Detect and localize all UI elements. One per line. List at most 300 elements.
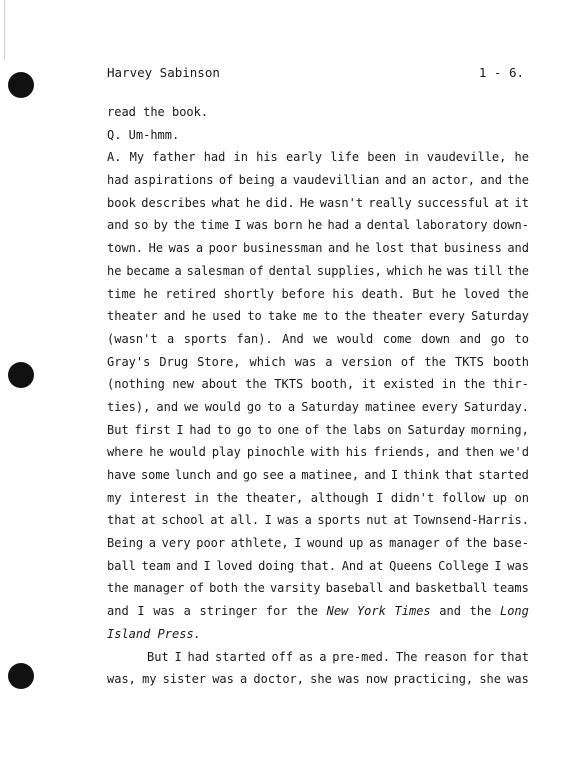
transcript-word: base- — [492, 536, 529, 551]
transcript-word: basketball — [415, 581, 488, 596]
transcript-word: But — [412, 286, 435, 301]
transcript-word: business — [444, 241, 502, 256]
transcript-word: matinee — [365, 399, 416, 414]
transcript-word: the — [507, 286, 529, 301]
transcript-word: was — [447, 263, 469, 278]
transcript-line — [107, 351, 529, 374]
transcript-word: sports — [183, 331, 228, 346]
interviewee-name: Harvey Sabinson — [107, 65, 220, 80]
transcript-word: had — [187, 649, 210, 664]
transcript-word: Townsend-Harris. — [413, 513, 529, 528]
transcript-line — [107, 192, 529, 215]
transcript-word: theater — [372, 309, 423, 324]
transcript-word: successful — [417, 195, 490, 210]
transcript-word: now — [365, 672, 388, 687]
transcript-word: started — [478, 468, 529, 482]
transcript-word: read — [107, 105, 136, 119]
transcript-word: in — [194, 490, 209, 505]
transcript-word: and — [327, 241, 350, 256]
transcript-word: up — [348, 536, 364, 551]
transcript-word: aspirations — [134, 173, 214, 188]
transcript-word: sister — [162, 672, 207, 687]
transcript-word: then — [465, 445, 494, 460]
transcript-word: of — [445, 536, 460, 551]
transcript-word: and — [437, 445, 459, 460]
transcript-word: for — [472, 649, 495, 664]
transcript-word: poor — [196, 536, 226, 551]
transcript-word: friends, — [373, 445, 432, 460]
transcript-word: was — [212, 672, 234, 687]
transcript-word: and — [507, 241, 529, 256]
transcript-word: his — [345, 445, 368, 460]
transcript-word: the — [325, 422, 347, 437]
transcript-word: was, — [107, 672, 136, 687]
transcript-word: loved — [463, 286, 500, 301]
transcript-word: booth — [492, 354, 529, 369]
transcript-word: up — [492, 490, 508, 505]
transcript-word: salesman — [186, 263, 245, 278]
transcript-word: vaudeville, — [426, 150, 507, 165]
transcript-word: it — [514, 195, 529, 210]
transcript-word: he — [245, 195, 261, 210]
transcript-word: morning, — [471, 422, 529, 437]
transcript-word: go — [490, 331, 506, 346]
transcript-word: every — [421, 399, 458, 414]
transcript-word: in — [404, 150, 419, 165]
transcript-word: dental — [268, 263, 312, 278]
transcript-word: town. — [107, 241, 144, 256]
transcript-word: being — [238, 173, 275, 188]
transcript-word: of — [218, 173, 234, 188]
transcript-word: very — [161, 536, 191, 551]
transcript-word: at — [494, 195, 510, 210]
transcript-word: my — [142, 672, 157, 687]
transcript-word: to — [216, 422, 232, 437]
transcript-word: think — [403, 468, 440, 482]
transcript-word: the — [296, 604, 318, 619]
transcript-word: doing — [258, 558, 295, 573]
transcript-word: manager — [389, 536, 440, 551]
transcript-word: a — [174, 263, 182, 278]
transcript-word: became — [126, 263, 170, 278]
transcript-word: he — [514, 150, 529, 165]
transcript-word: the — [245, 377, 267, 392]
transcript-word: father — [152, 150, 196, 165]
transcript-word: where — [107, 445, 144, 460]
transcript-word: at — [393, 513, 408, 528]
transcript-word: the — [424, 354, 447, 369]
transcript-word: to — [514, 331, 529, 346]
transcript-word: his — [256, 150, 278, 165]
transcript-word: stringer — [199, 604, 258, 619]
transcript-word: that — [444, 468, 474, 482]
transcript-word: was — [153, 604, 175, 619]
transcript-word: we'd — [500, 445, 529, 460]
page-edge-line — [4, 0, 5, 60]
transcript-word: used — [212, 309, 242, 324]
transcript-word: I — [174, 649, 182, 664]
transcript-word: lost — [375, 241, 405, 256]
page-header — [107, 64, 524, 82]
transcript-word: go — [237, 422, 252, 437]
transcript-word: follow — [441, 490, 486, 505]
transcript-word: a — [289, 468, 297, 482]
transcript-word: and — [480, 173, 502, 188]
transcript-word: he — [149, 445, 164, 460]
transcript-word: time — [200, 218, 230, 233]
transcript-word: at — [141, 513, 156, 528]
transcript-word: which — [249, 354, 286, 369]
transcript-word: the — [507, 263, 529, 278]
transcript-word: poor — [208, 241, 238, 256]
transcript-word: Store, — [197, 354, 241, 369]
transcript-word: in — [441, 377, 457, 392]
transcript-word: existed — [383, 377, 435, 392]
transcript-word: of — [249, 263, 264, 278]
transcript-word: of — [189, 581, 204, 596]
transcript-word: was — [507, 672, 529, 687]
transcript-line — [107, 169, 529, 192]
transcript-word: although — [310, 490, 369, 505]
transcript-word: she — [310, 672, 332, 687]
transcript-word: doctor, — [253, 672, 304, 687]
transcript-word: life — [330, 150, 360, 165]
transcript-word: the — [173, 218, 195, 233]
transcript-word: that — [409, 241, 439, 256]
transcript-word: one — [277, 422, 300, 437]
transcript-word: so — [133, 218, 149, 233]
transcript-word: early — [285, 150, 323, 165]
punch-hole-top — [8, 72, 34, 98]
transcript-word: at — [210, 513, 225, 528]
transcript-word: athlete, — [230, 536, 289, 551]
transcript-line — [107, 396, 529, 419]
transcript-word: would — [169, 445, 206, 460]
transcript-word: He — [299, 195, 315, 210]
transcript-word: I — [376, 490, 384, 505]
transcript-word: theater, — [245, 490, 304, 505]
transcript-word: he — [441, 286, 457, 301]
transcript-body — [107, 101, 529, 691]
transcript-word: death. — [361, 286, 405, 301]
transcript-word: in — [233, 150, 248, 165]
transcript-line — [107, 532, 529, 555]
transcript-word: practicing, — [393, 672, 474, 687]
transcript-word: before — [281, 286, 325, 301]
transcript-word: Drug — [159, 354, 189, 369]
transcript-line — [107, 283, 529, 306]
transcript-word: and — [107, 218, 129, 233]
transcript-word: Q. — [107, 127, 122, 142]
transcript-word: teams — [492, 581, 529, 596]
transcript-word: York — [356, 604, 386, 619]
transcript-word: loved — [216, 558, 253, 573]
transcript-word: TKTS — [274, 377, 304, 392]
transcript-word: had — [189, 422, 212, 437]
transcript-word: born — [273, 218, 303, 233]
transcript-word: was — [294, 354, 317, 369]
transcript-word: pinochle — [246, 445, 305, 460]
transcript-word: off — [271, 649, 294, 664]
transcript-word: the — [344, 309, 366, 324]
transcript-word: I — [390, 468, 399, 482]
transcript-word: as — [298, 649, 314, 664]
transcript-word: it — [361, 377, 377, 392]
transcript-word: my — [107, 490, 122, 505]
transcript-word: a — [183, 604, 191, 619]
transcript-word: what — [211, 195, 241, 210]
transcript-word: But — [147, 649, 169, 664]
transcript-word: by — [153, 218, 169, 233]
transcript-word: about — [201, 377, 238, 392]
transcript-line — [107, 668, 529, 691]
transcript-line — [107, 487, 529, 510]
transcript-word: and — [156, 399, 179, 414]
transcript-word: the — [243, 581, 265, 596]
transcript-word: (nothing — [107, 377, 165, 392]
transcript-word: me — [303, 309, 318, 324]
transcript-word: down- — [492, 218, 529, 233]
transcript-word: and — [176, 558, 198, 573]
transcript-word: had — [107, 173, 129, 188]
punch-hole-bottom — [8, 663, 34, 689]
transcript-word: the — [463, 377, 486, 392]
transcript-word: first — [134, 422, 171, 437]
transcript-word: I — [176, 422, 184, 437]
transcript-word: he — [191, 309, 207, 324]
transcript-word: he — [355, 241, 370, 256]
transcript-word: booth, — [310, 377, 355, 392]
transcript-word: to — [323, 309, 339, 324]
transcript-word: Saturday — [407, 422, 466, 437]
transcript-line — [107, 646, 529, 669]
transcript-word: wasn't — [319, 195, 364, 210]
transcript-word: Saturday. — [463, 399, 529, 414]
transcript-word: come — [382, 331, 412, 346]
transcript-word: ball — [107, 558, 136, 573]
transcript-word: a — [319, 649, 327, 664]
transcript-word: lunch — [174, 468, 212, 482]
transcript-word: He — [148, 241, 164, 256]
transcript-word: team — [141, 558, 171, 573]
transcript-word: the — [107, 581, 129, 596]
transcript-word: time — [107, 286, 136, 301]
transcript-line — [107, 305, 529, 328]
transcript-word: was — [507, 558, 529, 573]
transcript-line — [107, 577, 529, 600]
transcript-word: A. — [107, 150, 122, 165]
transcript-word: that — [500, 649, 529, 664]
punch-hole-middle — [8, 362, 34, 388]
transcript-word: actor, — [431, 173, 475, 188]
transcript-word: new — [172, 377, 194, 392]
transcript-word: retired — [165, 286, 216, 301]
transcript-word: been — [367, 150, 397, 165]
transcript-line — [107, 600, 529, 623]
transcript-word: I — [294, 536, 302, 551]
transcript-word: she — [479, 672, 502, 687]
transcript-line — [107, 124, 529, 147]
transcript-word: But — [107, 422, 129, 437]
transcript-word: had — [203, 150, 226, 165]
transcript-line — [107, 555, 529, 578]
transcript-word: both — [209, 581, 238, 596]
transcript-word: was — [277, 513, 300, 528]
transcript-word: supplies, — [316, 263, 382, 278]
transcript-line — [107, 237, 529, 260]
transcript-word: down — [421, 331, 450, 346]
transcript-word: a — [148, 536, 157, 551]
transcript-word: I — [203, 558, 211, 573]
transcript-word: was — [168, 241, 191, 256]
transcript-word: Island — [107, 626, 151, 641]
transcript-word: the — [507, 173, 529, 188]
transcript-word: I — [234, 218, 242, 233]
transcript-word: I — [137, 604, 145, 619]
transcript-word: shortly — [223, 286, 275, 301]
transcript-word: theater — [107, 309, 158, 324]
transcript-word: on — [387, 422, 402, 437]
transcript-word: nut — [366, 513, 388, 528]
transcript-line — [107, 328, 529, 351]
transcript-word: a — [280, 173, 288, 188]
transcript-line — [107, 623, 529, 646]
transcript-word: Being — [107, 536, 144, 551]
transcript-word: labs — [352, 422, 382, 437]
transcript-word: to — [257, 422, 272, 437]
transcript-word: describes — [141, 195, 207, 210]
transcript-word: did. — [265, 195, 295, 210]
transcript-word: Saturday — [471, 309, 529, 324]
transcript-word: was — [338, 672, 360, 687]
transcript-line — [107, 101, 529, 124]
transcript-word: The — [395, 649, 418, 664]
transcript-word: we — [313, 331, 328, 346]
transcript-word: he — [427, 263, 443, 278]
transcript-word: would — [204, 399, 241, 414]
transcript-word: Gray's — [107, 354, 151, 369]
transcript-word: matinee, — [301, 468, 360, 482]
transcript-word: And — [341, 558, 364, 573]
transcript-line — [107, 373, 529, 396]
transcript-word: book — [107, 195, 136, 210]
transcript-word: of — [304, 422, 320, 437]
transcript-word: we — [184, 399, 199, 414]
transcript-word: the — [216, 490, 238, 505]
transcript-word: a — [167, 331, 175, 346]
transcript-line — [107, 146, 529, 169]
page-number: 1 - 6. — [478, 65, 524, 80]
transcript-word: fan). — [236, 331, 273, 346]
transcript-word: College — [438, 558, 489, 573]
transcript-word: and — [384, 173, 407, 188]
transcript-word: and — [364, 468, 386, 482]
transcript-word: the — [143, 105, 165, 119]
transcript-word: go — [242, 468, 258, 482]
transcript-word: his — [332, 286, 355, 301]
transcript-word: of — [400, 354, 416, 369]
transcript-line — [107, 419, 529, 442]
transcript-word: didn't — [390, 490, 435, 505]
transcript-word: New — [326, 604, 349, 619]
transcript-word: with — [310, 445, 340, 460]
transcript-word: varsity — [269, 581, 321, 596]
transcript-word: Long — [499, 604, 529, 619]
transcript-word: TKTS — [454, 354, 484, 369]
transcript-word: I — [494, 558, 502, 573]
transcript-word: the — [469, 604, 492, 619]
transcript-word: which — [386, 263, 423, 278]
transcript-word: a — [287, 399, 296, 414]
transcript-word: go — [246, 399, 262, 414]
transcript-word: that — [107, 513, 136, 528]
transcript-word: at — [369, 558, 384, 573]
transcript-word: dental — [366, 218, 411, 233]
transcript-word: a — [354, 218, 362, 233]
transcript-word: Queens — [389, 558, 433, 573]
transcript-word: baseball — [325, 581, 384, 596]
transcript-word: Saturday — [301, 399, 359, 414]
transcript-word: all. — [230, 513, 260, 528]
transcript-word: the — [465, 536, 488, 551]
transcript-word: really — [368, 195, 412, 210]
transcript-word: had — [327, 218, 350, 233]
transcript-word: My — [129, 150, 145, 165]
transcript-word: have — [107, 468, 136, 482]
transcript-word: see — [262, 468, 284, 482]
transcript-word: as — [369, 536, 384, 551]
transcript-word: for — [265, 604, 288, 619]
transcript-word: and — [216, 468, 238, 482]
transcript-word: he — [143, 286, 158, 301]
transcript-word: manager — [133, 581, 185, 596]
transcript-word: And — [282, 331, 304, 346]
transcript-word: take — [267, 309, 297, 324]
transcript-word: he — [307, 218, 323, 233]
transcript-word: an — [411, 173, 427, 188]
transcript-word: and — [163, 309, 186, 324]
transcript-word: interest — [128, 490, 187, 505]
transcript-word: I — [264, 513, 272, 528]
transcript-word: reason — [423, 649, 467, 664]
transcript-line — [107, 214, 529, 237]
transcript-word: and — [388, 581, 411, 596]
transcript-word: he — [107, 263, 122, 278]
transcript-word: (wasn't — [107, 331, 158, 346]
transcript-word: Um-hmm. — [128, 127, 180, 142]
transcript-word: and — [439, 604, 461, 619]
transcript-word: on — [514, 490, 529, 505]
transcript-word: sports — [317, 513, 361, 528]
transcript-word: book. — [171, 105, 209, 119]
transcript-word: to — [267, 399, 282, 414]
transcript-word: that. — [299, 558, 337, 573]
transcript-word: a — [304, 513, 312, 528]
transcript-line — [107, 441, 529, 464]
transcript-word: till — [473, 263, 503, 278]
transcript-word: version — [341, 354, 392, 369]
transcript-word: and — [107, 604, 129, 619]
transcript-word: vaudevillian — [292, 173, 380, 188]
transcript-word: some — [140, 468, 170, 482]
transcript-word: businessman — [242, 241, 323, 256]
transcript-word: a — [195, 241, 204, 256]
transcript-line — [107, 509, 529, 532]
transcript-word: play — [211, 445, 241, 460]
transcript-word: laboratory — [415, 218, 488, 233]
transcript-word: a — [240, 672, 248, 687]
transcript-word: wound — [307, 536, 344, 551]
